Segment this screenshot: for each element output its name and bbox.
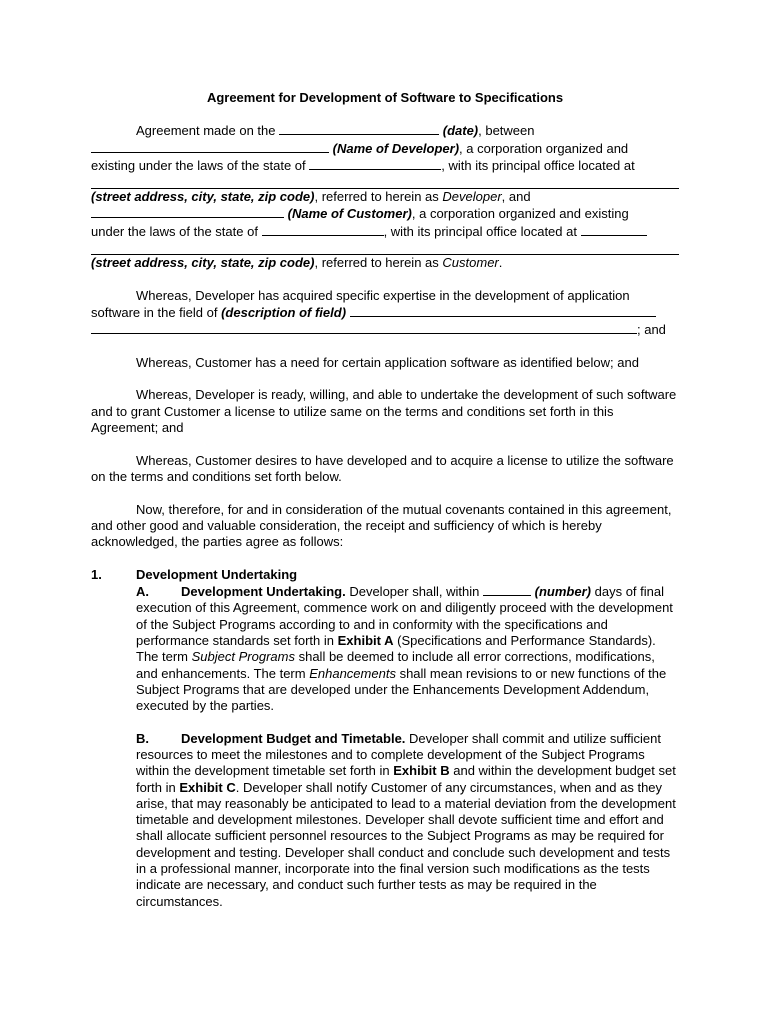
- subsection-b: [136, 731, 679, 910]
- text: Developer shall commit and utilize sufficient resources to meet the milestones and to complete development of the Subject Programs within the development timetable set forth in: [136, 730, 661, 779]
- text: , referred to herein as: [314, 189, 439, 205]
- text: Enhancements: [309, 665, 396, 681]
- text: .: [498, 255, 503, 271]
- text: , a corporation organized and existing: [411, 206, 629, 222]
- address-placeholder: (street address, city, state, zip code): [91, 189, 315, 205]
- text: Developer: [442, 189, 502, 205]
- field-blank-a: [350, 304, 656, 317]
- text: ; and: [637, 322, 666, 338]
- whereas-ready: Whereas, Developer is ready, willing, and able to undertake the development of such software and to grant Customer a license to utilize same on the terms and conditions set forth in this Agreement; and: [91, 387, 677, 436]
- text: and within the development budget set forth in: [136, 763, 676, 795]
- subsection-label: B.: [136, 730, 149, 746]
- date-blank: [279, 122, 439, 135]
- subsection-a: [136, 583, 679, 714]
- customer-address-blank-a: [581, 223, 647, 236]
- text: , between: [478, 123, 535, 139]
- subsection-heading: Development Budget and Timetable.: [181, 730, 406, 746]
- text: , referred to herein as: [314, 255, 439, 271]
- date-placeholder: (date): [442, 123, 479, 139]
- text: days of final execution of this Agreement, commence work on and diligently proceed with the development of the Subject Programs according to and in conformity with the specifications and performance standards set forth in: [136, 584, 673, 648]
- number-placeholder: (number): [534, 584, 591, 600]
- subsection-heading: Development Undertaking.: [181, 584, 346, 600]
- text: Subject Programs: [191, 649, 295, 665]
- developer-state-blank: [309, 157, 441, 170]
- text: , with its principal office located at: [383, 223, 577, 239]
- section-number: 1.: [91, 566, 102, 582]
- now-therefore: Now, therefore, for and in consideration of the mutual covenants contained in this agreement, and other good and valuable consideration, the receipt and sufficiency of which is hereby acknowledged, the parties agree as follows:: [91, 501, 672, 550]
- whereas-desires: Whereas, Customer desires to have developed and to acquire a license to utilize the software on the terms and conditions set forth below.: [91, 452, 674, 484]
- document-title: Agreement for Development of Software to Specifications: [206, 90, 564, 105]
- subsection-label: A.: [136, 584, 149, 600]
- developer-name-placeholder: (Name of Developer): [332, 140, 460, 156]
- exhibit-ref: Exhibit B: [393, 763, 450, 779]
- text: shall be deemed to include all error corrections, modifications, and enhancements. The term: [136, 649, 655, 681]
- parties-paragraph: [91, 122, 679, 271]
- text: existing under the laws of the state of: [91, 157, 306, 173]
- customer-state-blank: [262, 223, 384, 236]
- developer-address-blank: [91, 174, 679, 189]
- field-blank-b: [91, 321, 637, 334]
- customer-address-blank-b: [91, 240, 679, 255]
- developer-name-blank: [91, 140, 329, 153]
- customer-name-placeholder: (Name of Customer): [287, 206, 412, 222]
- section-1: [91, 567, 679, 910]
- text: , and: [501, 189, 531, 205]
- text: Whereas, Developer has acquired specific expertise in the development of application software in the field of: [91, 287, 630, 320]
- text: under the laws of the state of: [91, 223, 258, 239]
- text: , a corporation organized and: [459, 140, 629, 156]
- field-placeholder: (description of field): [221, 304, 347, 320]
- text: . Developer shall notify Customer of any circumstances, when and as they arise, that may reasonably be anticipated to lead to a material deviation from the development timetable and development milestones. Developer shall devote sufficient time and effort and shall allocate sufficient personnel resources to the Subject Programs as may be required for development and testing. Developer shall conduct and conclude such development and tests in a professional manner, incorporate into the final version such modifications as the tests indicate are necessary, and conduct such further tests as may be required in the circumstances.: [136, 779, 676, 909]
- customer-name-blank: [91, 205, 284, 218]
- text: (Specifications and Performance Standards). The term: [136, 632, 656, 665]
- address-placeholder: (street address, city, state, zip code): [91, 255, 315, 271]
- whereas-need: Whereas, Customer has a need for certain application software as identified below; and: [136, 354, 639, 370]
- text: , with its principal office located at: [441, 157, 635, 173]
- exhibit-ref: Exhibit A: [337, 632, 394, 648]
- document-page: [91, 90, 679, 926]
- text: Developer shall, within: [349, 584, 480, 600]
- whereas-expertise: [91, 288, 679, 339]
- text: Customer: [442, 255, 499, 271]
- text: Agreement made on the: [136, 123, 276, 139]
- text: shall mean revisions to or new functions of the Subject Programs that are developed under the Enhancements Development Addendum, executed by the parties.: [136, 665, 667, 714]
- section-heading: Development Undertaking: [136, 566, 298, 582]
- number-blank: [483, 583, 531, 596]
- exhibit-ref: Exhibit C: [179, 779, 236, 795]
